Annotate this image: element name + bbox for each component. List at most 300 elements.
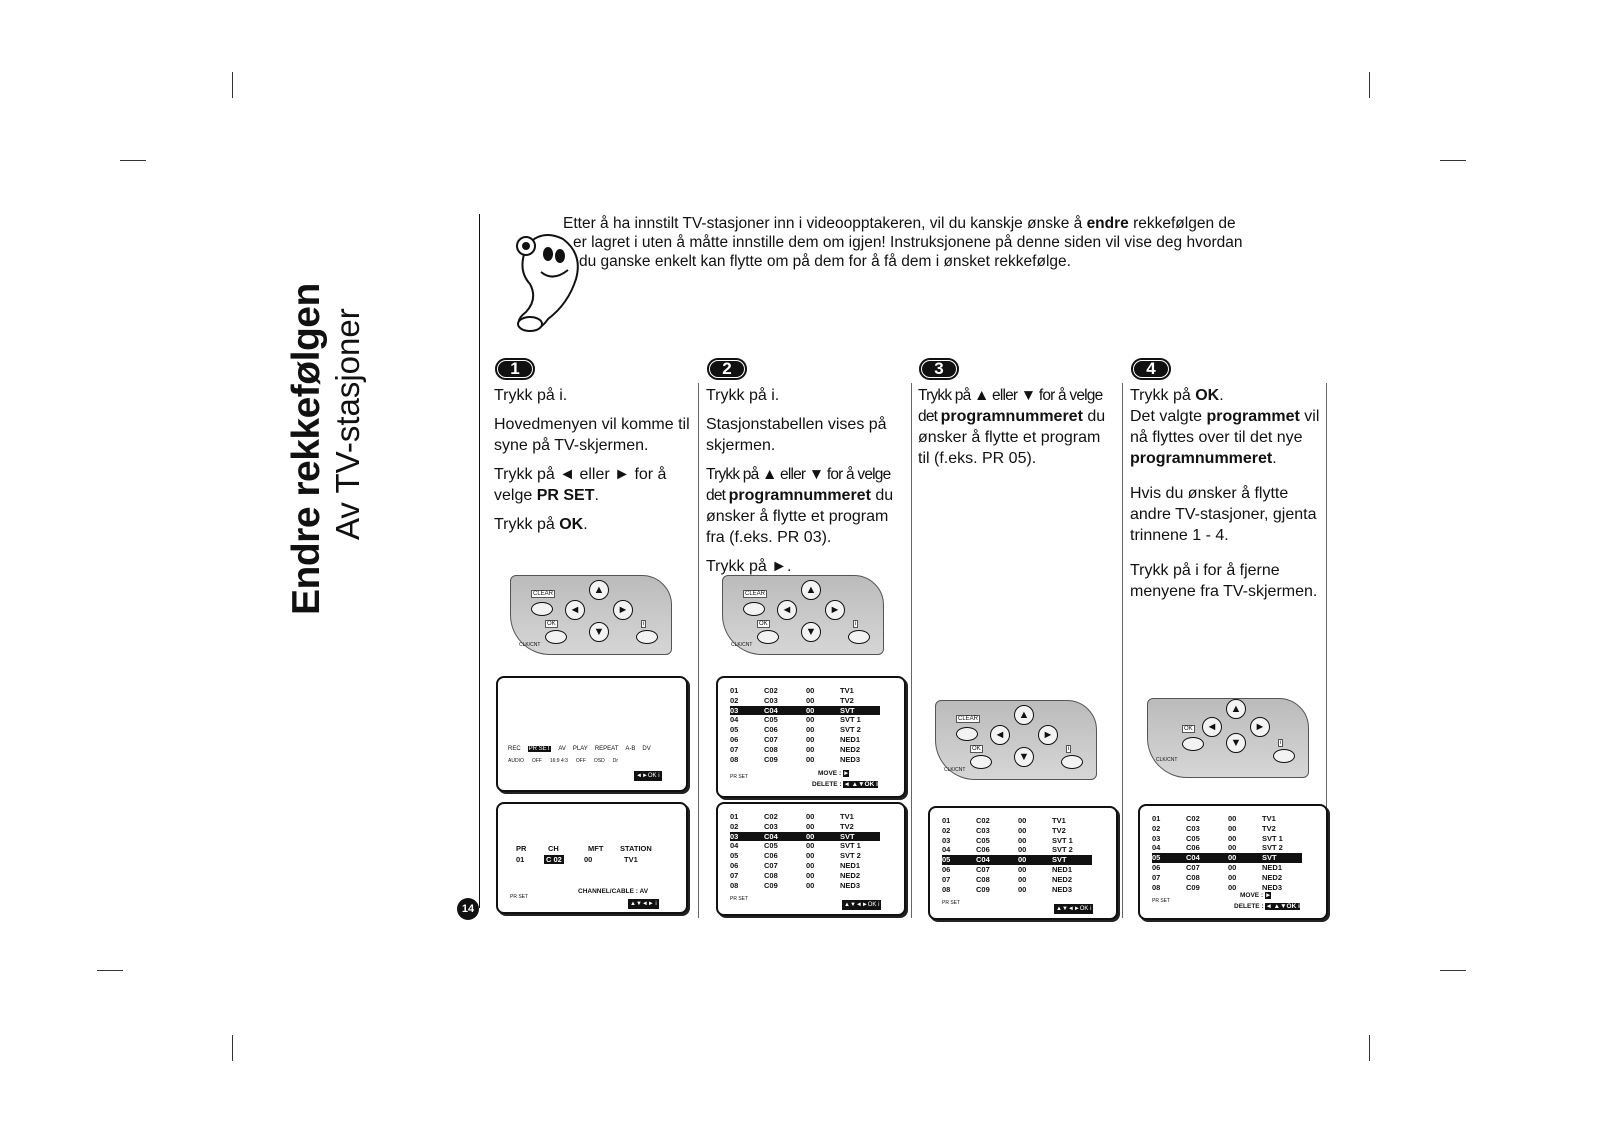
step4-p2-bold2: programnummeret	[1130, 450, 1273, 467]
table-row	[730, 715, 880, 725]
down-arrow-button: ▼	[1014, 747, 1034, 767]
step4-p4: Trykk på i for å fjerne menyene fra TV-skjermen.	[1130, 562, 1318, 600]
clear-button	[743, 602, 765, 616]
table-cell: TV2	[840, 821, 854, 831]
step4-p2-mid: vil nå flyttes over til det nye	[1130, 408, 1320, 446]
station-table	[1152, 814, 1302, 892]
menu-icon-row	[508, 746, 651, 752]
remote-illustration	[1147, 698, 1309, 778]
table-row	[730, 851, 880, 861]
table-cell: 06	[730, 734, 739, 744]
table-cell: C05	[976, 835, 990, 845]
table-cell: SVT 1	[840, 715, 861, 725]
ok-label: OK	[759, 621, 768, 627]
page-title: Endre rekkefølgen	[285, 283, 328, 615]
pr-set-icon: PR SET	[730, 896, 749, 902]
table-cell: 00	[1228, 823, 1237, 833]
step4-text	[1130, 385, 1324, 610]
table-cell: TV2	[840, 695, 854, 705]
table-cell: C04	[764, 831, 778, 841]
table-cell: TV2	[1262, 823, 1276, 833]
crop-mark	[120, 160, 146, 161]
table-row	[942, 875, 1092, 885]
table-row	[1152, 834, 1302, 844]
table-cell: 02	[942, 825, 951, 835]
table-cell: 06	[1152, 862, 1161, 872]
table-cell: NED2	[1052, 874, 1073, 884]
table-cell: C07	[764, 860, 778, 870]
step2-p3-end: du ønsker å flytte et program fra (f.eks. PR 03).	[706, 487, 894, 546]
right-arrow-button: ►	[1250, 717, 1270, 737]
table-cell: 04	[730, 715, 739, 725]
pr-value: 01	[516, 855, 525, 864]
table-cell: 00	[1018, 864, 1027, 874]
table-cell: C09	[1186, 882, 1200, 892]
table-cell: C07	[764, 734, 778, 744]
table-row	[1152, 873, 1302, 883]
nav-keys-icon: ▲▼◄►OK i	[844, 902, 880, 908]
table-cell: 00	[806, 695, 815, 705]
step2-p2: Stasjonstabellen vises på skjermen.	[706, 416, 887, 454]
crop-mark	[1369, 72, 1370, 98]
table-cell: C05	[764, 841, 778, 851]
table-cell: SVT 1	[1262, 833, 1283, 843]
nav-keys-icon: ▲▼◄► i	[630, 901, 657, 907]
step4-p2: Det valgte	[1130, 408, 1207, 425]
clear-label: CLEAR	[745, 591, 766, 597]
table-cell: NED1	[1262, 862, 1283, 872]
ok-label: OK	[547, 621, 556, 627]
crop-mark	[1369, 1035, 1370, 1061]
column-divider	[1122, 383, 1123, 918]
table-cell: 05	[942, 855, 951, 865]
table-cell: 00	[806, 860, 815, 870]
table-cell: 03	[730, 831, 739, 841]
menu-value: OSD	[593, 758, 605, 764]
table-row	[730, 812, 880, 822]
move-text: MOVE :	[818, 770, 842, 777]
i-label: i	[643, 621, 645, 627]
pr-header: PR	[516, 844, 527, 853]
table-cell: 00	[806, 715, 815, 725]
table-cell: C03	[1186, 823, 1200, 833]
table-cell: C04	[764, 705, 778, 715]
table-cell: 05	[730, 851, 739, 861]
tv-screen-station-table	[716, 676, 906, 798]
table-row	[1152, 814, 1302, 824]
step3-p1: Trykk på ▲ eller ▼ for å velge det	[918, 387, 1103, 425]
table-cell: 00	[1228, 872, 1237, 882]
step2-p4: Trykk på ►.	[706, 558, 792, 575]
table-cell: C07	[976, 864, 990, 874]
table-cell: SVT 2	[840, 725, 861, 735]
left-arrow-button: ◄	[777, 600, 797, 620]
ok-label: OK	[972, 746, 981, 752]
table-row	[730, 832, 880, 842]
delete-label	[812, 781, 878, 788]
table-cell: C04	[976, 855, 990, 865]
ch-value: C 02	[546, 855, 562, 864]
table-cell: 05	[730, 725, 739, 735]
table-cell: NED2	[840, 870, 861, 880]
table-cell: 00	[1228, 853, 1237, 863]
table-cell: SVT 2	[1052, 845, 1073, 855]
right-arrow-button: ►	[825, 600, 845, 620]
step2-p3: Trykk på ▲ eller ▼ for å velge det	[706, 466, 891, 504]
table-cell: C08	[976, 874, 990, 884]
table-row	[730, 686, 880, 696]
ok-label: OK	[1184, 726, 1193, 732]
table-row	[730, 755, 880, 765]
table-cell: 04	[730, 841, 739, 851]
step-number-1: 1	[495, 358, 535, 380]
step4-p1-end: .	[1219, 387, 1224, 404]
table-cell: C06	[1186, 843, 1200, 853]
column-divider	[911, 383, 912, 918]
table-cell: C02	[764, 686, 778, 695]
delete-label	[1234, 903, 1300, 910]
table-cell: C03	[764, 695, 778, 705]
table-cell: 00	[1228, 843, 1237, 853]
table-cell: C03	[764, 821, 778, 831]
clk-cnt-label: CLK/CNT	[731, 642, 753, 648]
clear-button	[956, 727, 978, 741]
table-cell: 01	[1152, 814, 1161, 823]
table-cell: 01	[942, 816, 951, 825]
delete-text: DELETE :	[812, 781, 842, 788]
table-row	[730, 735, 880, 745]
table-cell: 00	[806, 851, 815, 861]
table-cell: 00	[1018, 845, 1027, 855]
ok-button	[757, 630, 779, 644]
table-cell: C08	[764, 744, 778, 754]
table-cell: 00	[1228, 862, 1237, 872]
intro-line1-end: rekkefølgen de	[1128, 215, 1236, 232]
table-cell: 00	[1228, 814, 1237, 823]
table-cell: 08	[730, 754, 739, 764]
nav-keys-icon: ◄ ▲▼OK i	[1265, 903, 1300, 910]
left-arrow-button: ◄	[990, 725, 1010, 745]
table-row	[942, 816, 1092, 826]
menu-value: AUDIO	[508, 758, 524, 764]
table-cell: 00	[806, 812, 815, 821]
step1-p2: Hovedmenyen vil komme til syne på TV-skjermen.	[494, 416, 690, 454]
nav-keys-icon: ◄ ▲▼OK i	[843, 781, 878, 788]
table-cell: 00	[1228, 882, 1237, 892]
table-cell: TV1	[840, 686, 854, 695]
table-cell: 07	[730, 744, 739, 754]
table-cell: 00	[806, 880, 815, 890]
table-row	[1152, 853, 1302, 863]
step1-p4: Trykk på	[494, 516, 560, 533]
table-row	[942, 885, 1092, 895]
table-cell: SVT 2	[1262, 843, 1283, 853]
menu-value-row	[508, 758, 618, 764]
tv-screen-pr-set	[496, 802, 688, 914]
menu-value: 16:9 4:3	[549, 758, 568, 764]
table-cell: SVT	[840, 831, 855, 841]
table-row	[942, 855, 1092, 865]
table-row	[730, 696, 880, 706]
remote-illustration	[722, 575, 884, 655]
station-table	[942, 816, 1092, 894]
menu-value: OFF	[575, 758, 586, 764]
up-arrow-button: ▲	[1226, 699, 1246, 719]
table-cell: C08	[1186, 872, 1200, 882]
move-label	[818, 770, 849, 777]
table-row	[730, 871, 880, 881]
table-row	[730, 841, 880, 851]
table-cell: SVT 2	[840, 851, 861, 861]
pr-set-headers	[516, 844, 670, 853]
step-number-3: 3	[919, 358, 959, 380]
clear-label: CLEAR	[958, 716, 979, 722]
step3-text	[918, 385, 1114, 477]
table-cell: 07	[1152, 872, 1161, 882]
up-arrow-button: ▲	[1014, 705, 1034, 725]
table-row	[942, 836, 1092, 846]
channel-cable-footer: CHANNEL/CABLE : AV	[578, 888, 649, 895]
right-arrow-button: ►	[1038, 725, 1058, 745]
table-cell: SVT	[1262, 853, 1277, 863]
menu-value: OFF	[531, 758, 542, 764]
table-row	[942, 865, 1092, 875]
clear-button	[531, 602, 553, 616]
i-label: i	[1068, 746, 1070, 752]
table-cell: 02	[730, 695, 739, 705]
intro-bold: endre	[1086, 215, 1129, 232]
table-cell: C07	[1186, 862, 1200, 872]
table-cell: NED1	[1052, 864, 1073, 874]
table-cell: C05	[764, 715, 778, 725]
table-cell: 00	[1018, 855, 1027, 865]
pr-set-icon: PR SET	[528, 746, 551, 752]
pr-set-icon: PR SET	[510, 894, 529, 900]
table-row	[730, 725, 880, 735]
table-row	[730, 822, 880, 832]
table-cell: NED1	[840, 860, 861, 870]
table-cell: 00	[1018, 874, 1027, 884]
table-row	[1152, 863, 1302, 873]
table-cell: 01	[730, 686, 739, 695]
table-cell: C08	[764, 870, 778, 880]
step-number-4: 4	[1131, 358, 1171, 380]
table-cell: NED3	[1052, 884, 1073, 894]
divider	[479, 214, 480, 908]
pr-set-values	[516, 855, 674, 864]
table-cell: TV1	[1262, 814, 1276, 823]
ok-button	[1182, 737, 1204, 751]
step1-p4-bold: OK	[559, 516, 584, 533]
table-row	[730, 706, 880, 716]
table-cell: C09	[764, 880, 778, 890]
i-button	[636, 630, 658, 644]
remote-illustration	[935, 700, 1097, 780]
crop-mark	[1440, 970, 1466, 971]
table-cell: SVT 1	[1052, 835, 1073, 845]
left-arrow-button: ◄	[565, 600, 585, 620]
table-cell: TV2	[1052, 825, 1066, 835]
page-number: 14	[457, 898, 479, 920]
right-key-icon: ►	[1264, 892, 1272, 899]
dv-icon: DV	[642, 746, 651, 752]
table-cell: 08	[942, 884, 951, 894]
table-cell: 00	[806, 734, 815, 744]
repeat-icon: REPEAT	[594, 746, 619, 752]
i-button	[1273, 749, 1295, 763]
table-cell: TV1	[840, 812, 854, 821]
table-cell: 04	[942, 845, 951, 855]
crop-mark	[232, 1035, 233, 1061]
table-cell: C06	[764, 725, 778, 735]
nav-keys-icon: ◄►OK i	[636, 773, 660, 779]
table-cell: C02	[1186, 814, 1200, 823]
table-cell: 00	[1228, 833, 1237, 843]
step1-text	[494, 385, 694, 543]
step4-p1-bold: OK	[1195, 387, 1220, 404]
table-cell: NED2	[840, 744, 861, 754]
table-cell: 08	[730, 880, 739, 890]
intro-text	[563, 214, 1330, 271]
play-icon: PLAY	[572, 746, 588, 752]
step4-p1: Trykk på	[1130, 387, 1196, 404]
table-cell: 00	[1018, 835, 1027, 845]
intro-line2: er lagret i uten å måtte innstille dem om igjen! Instruksjonene på denne siden vil vise deg hvordan	[573, 234, 1243, 251]
table-cell: 06	[942, 864, 951, 874]
table-cell: C02	[976, 816, 990, 825]
step2-p1: Trykk på i.	[706, 387, 780, 404]
column-divider	[698, 383, 699, 918]
table-cell: C04	[1186, 853, 1200, 863]
menu-value: Dr	[612, 758, 619, 764]
i-label: i	[1280, 740, 1282, 746]
move-label	[1240, 892, 1271, 899]
pr-set-icon: PR SET	[1152, 898, 1171, 904]
table-cell: 01	[730, 812, 739, 821]
table-row	[730, 745, 880, 755]
pr-set-icon: PR SET	[730, 774, 749, 780]
down-arrow-button: ▼	[801, 622, 821, 642]
table-row	[942, 826, 1092, 836]
station-table	[730, 812, 880, 890]
tv-screen-station-table	[928, 806, 1118, 920]
clk-cnt-label: CLK/CNT	[944, 767, 966, 773]
pr-set-icon: PR SET	[942, 900, 961, 906]
table-cell: 03	[942, 835, 951, 845]
table-cell: 03	[1152, 833, 1161, 843]
av-icon: AV	[558, 746, 566, 752]
table-cell: 05	[1152, 853, 1161, 863]
step3-p1-bold: programnummeret	[940, 408, 1083, 425]
station-table	[730, 686, 880, 764]
rec-icon: REC	[508, 746, 521, 752]
step1-p3: Trykk på ◄ eller ► for å velge	[494, 466, 667, 504]
down-arrow-button: ▼	[589, 622, 609, 642]
i-button	[848, 630, 870, 644]
left-arrow-button: ◄	[1202, 717, 1222, 737]
table-cell: C09	[764, 754, 778, 764]
table-cell: 00	[806, 705, 815, 715]
table-cell: 02	[1152, 823, 1161, 833]
table-cell: 06	[730, 860, 739, 870]
table-cell: 00	[806, 754, 815, 764]
tv-screen-main-menu	[496, 676, 688, 792]
table-cell: C06	[764, 851, 778, 861]
right-arrow-button: ►	[613, 600, 633, 620]
table-cell: C06	[976, 845, 990, 855]
table-cell: NED3	[840, 880, 861, 890]
station-value: TV1	[624, 855, 638, 864]
table-cell: NED3	[840, 754, 861, 764]
table-row	[1152, 843, 1302, 853]
crop-mark	[1440, 160, 1466, 161]
ch-header: CH	[548, 844, 559, 853]
table-cell: NED3	[1262, 882, 1283, 892]
table-cell: SVT 1	[840, 841, 861, 851]
station-header: STATION	[620, 844, 652, 853]
table-cell: 00	[806, 870, 815, 880]
table-row	[730, 861, 880, 871]
down-arrow-button: ▼	[1226, 733, 1246, 753]
clk-cnt-label: CLK/CNT	[1156, 757, 1178, 763]
table-cell: 00	[806, 744, 815, 754]
step1-p4-end: .	[583, 516, 588, 533]
table-row	[730, 881, 880, 891]
crop-mark	[232, 72, 233, 98]
table-cell: 00	[1018, 816, 1027, 825]
step1-p1: Trykk på i.	[494, 387, 568, 404]
mft-header: MFT	[588, 844, 604, 853]
step4-p2-end: .	[1272, 450, 1277, 467]
delete-text: DELETE :	[1234, 903, 1264, 910]
table-cell: 02	[730, 821, 739, 831]
clk-cnt-label: CLK/CNT	[519, 642, 541, 648]
table-cell: NED2	[1262, 872, 1283, 882]
table-row	[942, 845, 1092, 855]
ok-button	[970, 755, 992, 769]
up-arrow-button: ▲	[801, 580, 821, 600]
table-cell: 04	[1152, 843, 1161, 853]
up-arrow-button: ▲	[589, 580, 609, 600]
table-cell: NED1	[840, 734, 861, 744]
table-cell: SVT	[840, 705, 855, 715]
mft-value: 00	[584, 855, 593, 864]
table-cell: C03	[976, 825, 990, 835]
table-cell: 00	[1018, 825, 1027, 835]
table-cell: C09	[976, 884, 990, 894]
table-row	[1152, 824, 1302, 834]
i-label: i	[855, 621, 857, 627]
table-cell: 00	[806, 831, 815, 841]
step1-p3-bold: PR SET	[536, 487, 595, 504]
tv-screen-station-table	[1138, 804, 1328, 920]
table-cell: 07	[942, 874, 951, 884]
ab-icon: A-B	[625, 746, 636, 752]
table-cell: 00	[806, 686, 815, 695]
step3-p1-end: du ønsker å flytte et program til (f.eks. PR 05).	[918, 408, 1106, 467]
table-cell: C02	[764, 812, 778, 821]
step4-p3: Hvis du ønsker å flytte andre TV-stasjoner, gjenta trinnene 1 - 4.	[1130, 485, 1317, 544]
right-key-icon: ►	[842, 770, 850, 777]
tv-screen-station-table	[716, 802, 906, 916]
clear-label: CLEAR	[533, 591, 554, 597]
ok-button	[545, 630, 567, 644]
step-number-2: 2	[707, 358, 747, 380]
intro-line3: du ganske enkelt kan flytte om på dem for å få dem i ønsket rekkefølge.	[579, 253, 1071, 270]
page-subtitle: Av TV-stasjoner	[329, 308, 366, 540]
table-cell: 07	[730, 870, 739, 880]
table-cell: TV1	[1052, 816, 1066, 825]
